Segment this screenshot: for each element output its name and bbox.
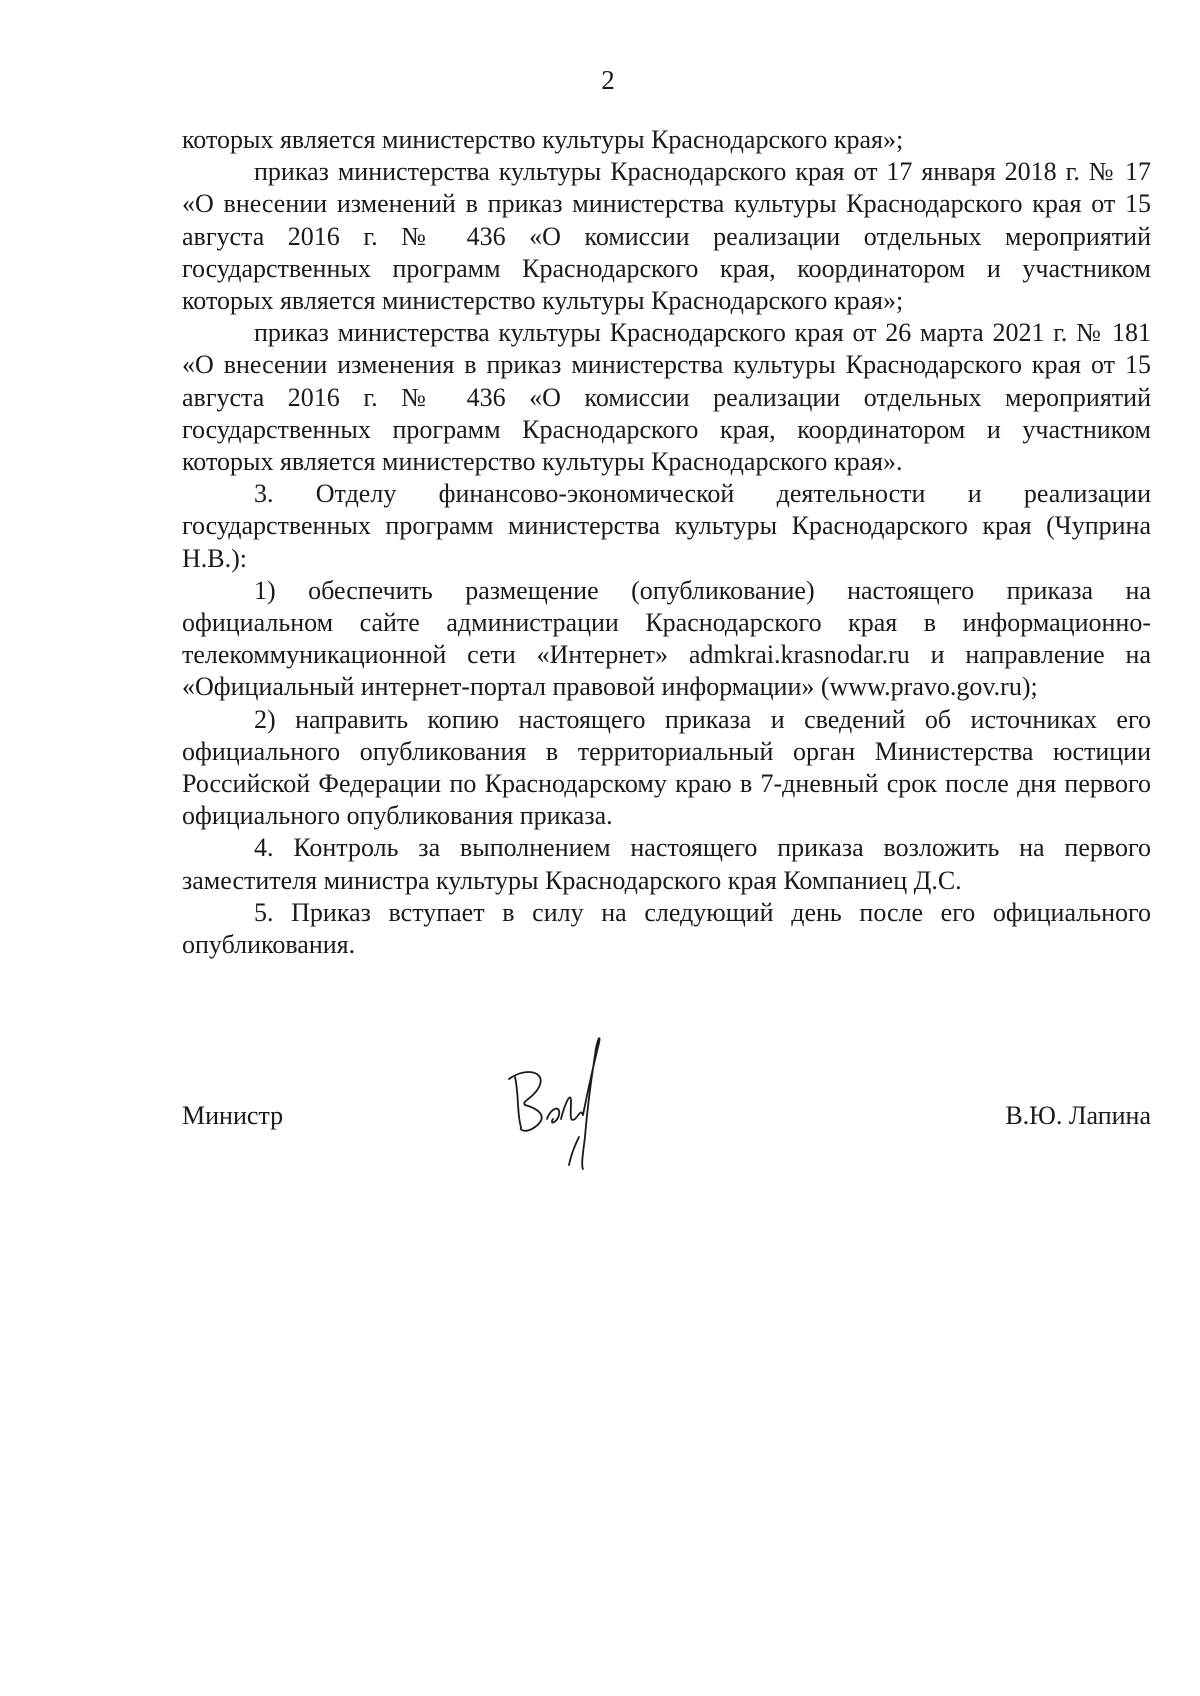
signatory-name: В.Ю. Лапина: [1005, 1101, 1151, 1130]
paragraph: 5. Приказ вступает в силу на следующий день после его официального опубликования.: [182, 897, 1151, 960]
page-number: 2: [601, 65, 615, 95]
paragraph: 1) обеспечить размещение (опубликование) настоящего приказа на официальном сайте администрации Краснодарского края в информационно-телекоммуникационной сети «Интернет» admkrai.krasnodar.ru и направление на «Официальный интернет-портал правовой информации» (www.pravo.gov.ru);: [182, 575, 1151, 702]
paragraph: 4. Контроль за выполнением настоящего приказа возложить на первого заместителя министра культуры Краснодарского края Компаниец Д.С.: [182, 833, 1151, 895]
signatory-title: Министр: [182, 1101, 284, 1130]
paragraph: приказ министерства культуры Краснодарского края от 26 марта 2021 г. № 181 «О внесении изменения в приказ министерства культуры Краснодарского края от 15 августа 2016 г. № 436 «О комиссии реализации отдельных мероприятий государственных программ Краснодарского края, координатором и участником которых является министерство культуры Краснодарского края».: [182, 318, 1151, 477]
paragraph: 2) направить копию настоящего приказа и сведений об источниках его официального опубликования в территориальный орган Министерства юстиции Российской Федерации по Краснодарскому краю в 7-дневный срок после дня первого официального опубликования приказа.: [182, 704, 1151, 831]
handwritten-signature: [495, 1015, 625, 1175]
paragraph: 3. Отделу финансово-экономической деятельности и реализации государственных программ министерства культуры Краснодарского края (Чуприна Н.В.):: [182, 479, 1151, 573]
paragraph: которых является министерство культуры Краснодарского края»;: [182, 125, 904, 154]
document-body: [182, 124, 1151, 961]
signature-block: [182, 1100, 1151, 1140]
paragraph: приказ министерства культуры Краснодарского края от 17 января 2018 г. № 17 «О внесении изменений в приказ министерства культуры Краснодарского края от 15 августа 2016 г. № 436 «О комиссии реализации отдельных мероприятий государственных программ Краснодарского края, координатором и участником которых является министерство культуры Краснодарского края»;: [182, 157, 1151, 316]
